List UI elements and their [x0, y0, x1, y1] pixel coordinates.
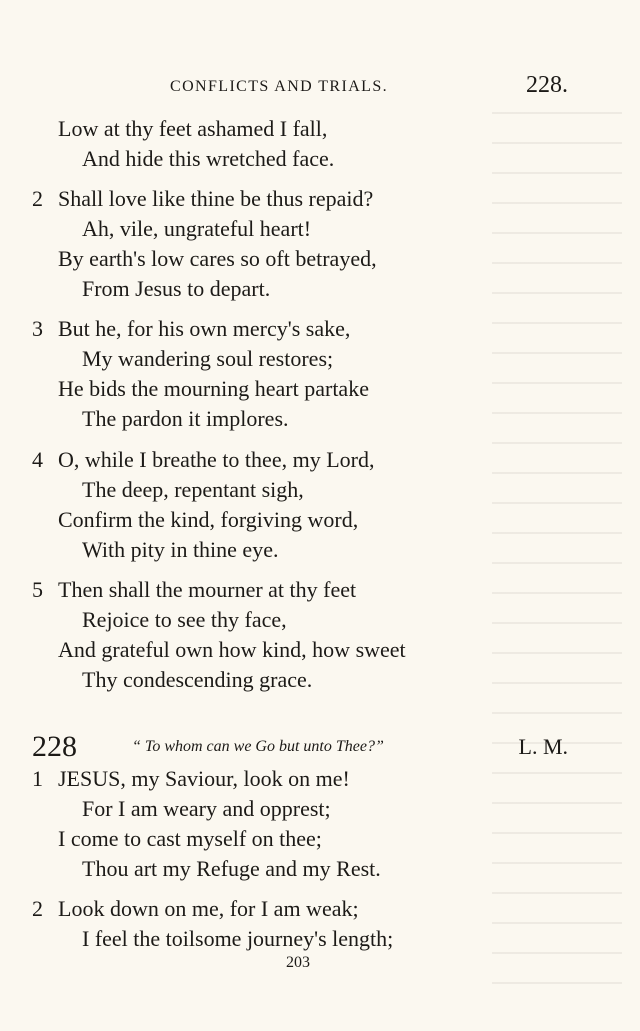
verse-line: I feel the toilsome journey's length; [82, 926, 394, 951]
verse-line: From Jesus to depart. [82, 276, 271, 301]
verse-line: My wandering soul restores; [82, 346, 334, 371]
stanza-number: 2 [32, 186, 43, 211]
verse-line: And grateful own how kind, how sweet [58, 637, 406, 662]
header-page-number: 228. [526, 72, 568, 98]
running-head: CONFLICTS AND TRIALS. [170, 78, 389, 95]
verse-line: And hide this wretched face. [82, 146, 335, 171]
verse-line: Confirm the kind, forgiving word, [58, 507, 359, 532]
verse-line: The deep, repentant sigh, [82, 477, 304, 502]
verse-line: He bids the mourning heart partake [58, 376, 369, 401]
stanza-number: 2 [32, 896, 43, 921]
verse-line: Low at thy feet ashamed I fall, [58, 116, 328, 141]
verse-line: JESUS, my Saviour, look on me! [58, 766, 350, 791]
verse-line: I come to cast myself on thee; [58, 826, 322, 851]
verse-line: By earth's low cares so oft betrayed, [58, 246, 377, 271]
verse-line: Rejoice to see thy face, [82, 607, 287, 632]
verse-line: O, while I breathe to thee, my Lord, [58, 447, 375, 472]
page-header [0, 70, 640, 102]
hymn-meter: L. M. [518, 734, 568, 759]
verse-line: Shall love like thine be thus repaid? [58, 186, 374, 211]
stanza-number: 5 [32, 577, 43, 602]
verse-line: Thou art my Refuge and my Rest. [82, 856, 381, 881]
hymn-epigraph: “ To whom can we Go but unto Thee?” [132, 738, 384, 755]
verse-line: For I am weary and opprest; [82, 796, 331, 821]
verse-line: But he, for his own mercy's sake, [58, 316, 351, 341]
footer-page-number: 203 [286, 954, 310, 971]
verse-line: Then shall the mourner at thy feet [58, 577, 357, 602]
hymn-heading [0, 730, 640, 763]
stanza-number: 4 [32, 447, 43, 472]
bleed-through [492, 90, 622, 990]
verse-line: With pity in thine eye. [82, 537, 279, 562]
stanza-number: 3 [32, 316, 43, 341]
verse-line: Look down on me, for I am weak; [58, 896, 359, 921]
stanza-number: 1 [32, 766, 43, 791]
verse-line: Thy condescending grace. [82, 667, 313, 692]
verse-line: Ah, vile, ungrateful heart! [82, 216, 312, 241]
verse-line: The pardon it implores. [82, 406, 289, 431]
hymn-number: 228 [32, 730, 77, 763]
